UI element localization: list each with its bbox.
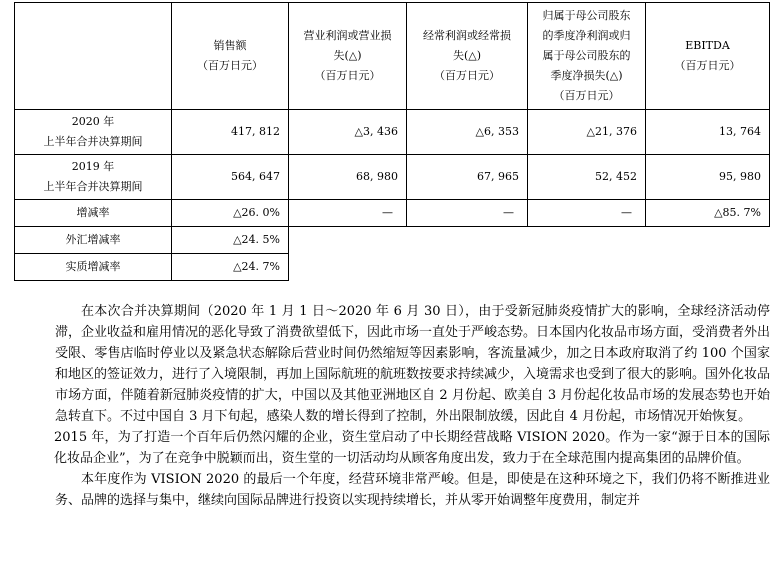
row-label: 实质增减率 bbox=[15, 254, 172, 281]
paragraph: 2015 年，为了打造一个百年后仍然闪耀的企业，资生堂启动了中长期经营战略 VISION 2020。作为一家“源于日本的国际化妆品企业”，为了在竞争中脱颖而出，资生堂的一切活动均从顾客角度出发，致力于在全球范围内提高集团的品牌价值。 bbox=[54, 430, 770, 466]
table-row-2020 bbox=[15, 110, 770, 155]
table-row-real-change bbox=[15, 254, 770, 281]
cell-operating-profit: — bbox=[289, 200, 407, 227]
table-header-row bbox=[15, 3, 770, 110]
cell-ebitda: △85. 7% bbox=[646, 200, 770, 227]
table-row-2019 bbox=[15, 155, 770, 200]
cell-net-profit: — bbox=[528, 200, 646, 227]
header-sales bbox=[172, 3, 289, 110]
row-label-year: 2020 年 bbox=[71, 115, 115, 128]
header-text: 营业利润或营业损 bbox=[303, 29, 392, 42]
header-text: 归属于母公司股东 bbox=[542, 9, 631, 22]
paragraph: 本年度作为 VISION 2020 的最后一个年度，经营环境非常严峻。但是，即使是在这种环境之下，我们仍将不断推进业务、品牌的选择与集中，继续向国际品牌进行投资以实现持续增长，并从零开始调整年度费用，制定并 bbox=[55, 472, 770, 508]
cell-sales: △24. 5% bbox=[172, 227, 289, 254]
cell-operating-profit: △3, 436 bbox=[289, 110, 407, 155]
header-text: 属于母公司股东的 bbox=[542, 49, 631, 62]
empty-cell bbox=[289, 227, 770, 254]
cell-ebitda: 95, 980 bbox=[646, 155, 770, 200]
cell-sales: △26. 0% bbox=[172, 200, 289, 227]
cell-ordinary-profit: △6, 353 bbox=[407, 110, 528, 155]
header-unit: （百万日元） bbox=[434, 69, 500, 82]
cell-ordinary-profit: 67, 965 bbox=[407, 155, 528, 200]
row-label-year: 2019 年 bbox=[71, 160, 115, 173]
cell-net-profit: 52, 452 bbox=[528, 155, 646, 200]
header-text: 的季度净利润或归 bbox=[542, 29, 631, 42]
cell-sales: △24. 7% bbox=[172, 254, 289, 281]
header-corner-cell bbox=[15, 3, 172, 110]
header-unit: （百万日元） bbox=[197, 59, 263, 72]
header-text: 销售额 bbox=[213, 39, 247, 52]
row-label bbox=[15, 155, 172, 200]
table-row-fx-change bbox=[15, 227, 770, 254]
header-unit: （百万日元） bbox=[674, 59, 741, 72]
row-label bbox=[15, 110, 172, 155]
header-unit: （百万日元） bbox=[314, 69, 381, 82]
header-text: 失(△) bbox=[333, 49, 362, 62]
paragraph: 在本次合并决算期间（2020 年 1 月 1 日～2020 年 6 月 30 日），由于受新冠肺炎疫情扩大的影响，全球经济活动停滞，企业收益和雇用情况的恶化导致了消费欲望低下，因此市场一直处于严峻态势。日本国内化妆品市场方面，受消费者外出受限、零售店临时停业以及紧急状态解除后营业时间仍然缩短等因素影响，客流量减少，加之日本政府取消了约 100 个国家和地区的签证效力，进行了入境限制，再加上国际航班的航班数按要求持续减少，入境需求也受到了很大的影响。国外化妆品市场方面，伴随着新冠肺炎疫情的扩大，中国以及其他亚洲地区自 2 月份起、欧美自 3 月份起化妆品市场的发展态势也开始急转直下。不过中国自 3 月下旬起，感染人数的增长得到了控制，外出限制放缓，因此自 4 月份起，市场情况开始恢复。 bbox=[55, 304, 771, 424]
header-text: 季度净损失(△) bbox=[550, 69, 623, 82]
cell-sales: 417, 812 bbox=[172, 110, 289, 155]
cell-net-profit: △21, 376 bbox=[528, 110, 646, 155]
table-row-change-rate bbox=[15, 200, 770, 227]
header-ebitda bbox=[646, 3, 770, 110]
header-text: EBITDA bbox=[685, 39, 730, 52]
cell-ordinary-profit: — bbox=[407, 200, 528, 227]
row-label-period: 上半年合并决算期间 bbox=[43, 180, 143, 193]
financial-results-table bbox=[14, 2, 770, 281]
cell-sales: 564, 647 bbox=[172, 155, 289, 200]
header-unit: （百万日元） bbox=[553, 89, 620, 102]
cell-operating-profit: 68, 980 bbox=[289, 155, 407, 200]
row-label: 外汇增减率 bbox=[15, 227, 172, 254]
header-net-profit bbox=[528, 3, 646, 110]
empty-cell bbox=[289, 254, 770, 281]
report-body-text bbox=[55, 301, 770, 511]
header-text: 失(△) bbox=[452, 49, 482, 62]
row-label-period: 上半年合并决算期间 bbox=[43, 135, 143, 148]
cell-ebitda: 13, 764 bbox=[646, 110, 770, 155]
header-text: 经常利润或经常损 bbox=[423, 29, 511, 42]
header-ordinary-profit bbox=[407, 3, 528, 110]
header-operating-profit bbox=[289, 3, 407, 110]
row-label: 增减率 bbox=[15, 200, 172, 227]
